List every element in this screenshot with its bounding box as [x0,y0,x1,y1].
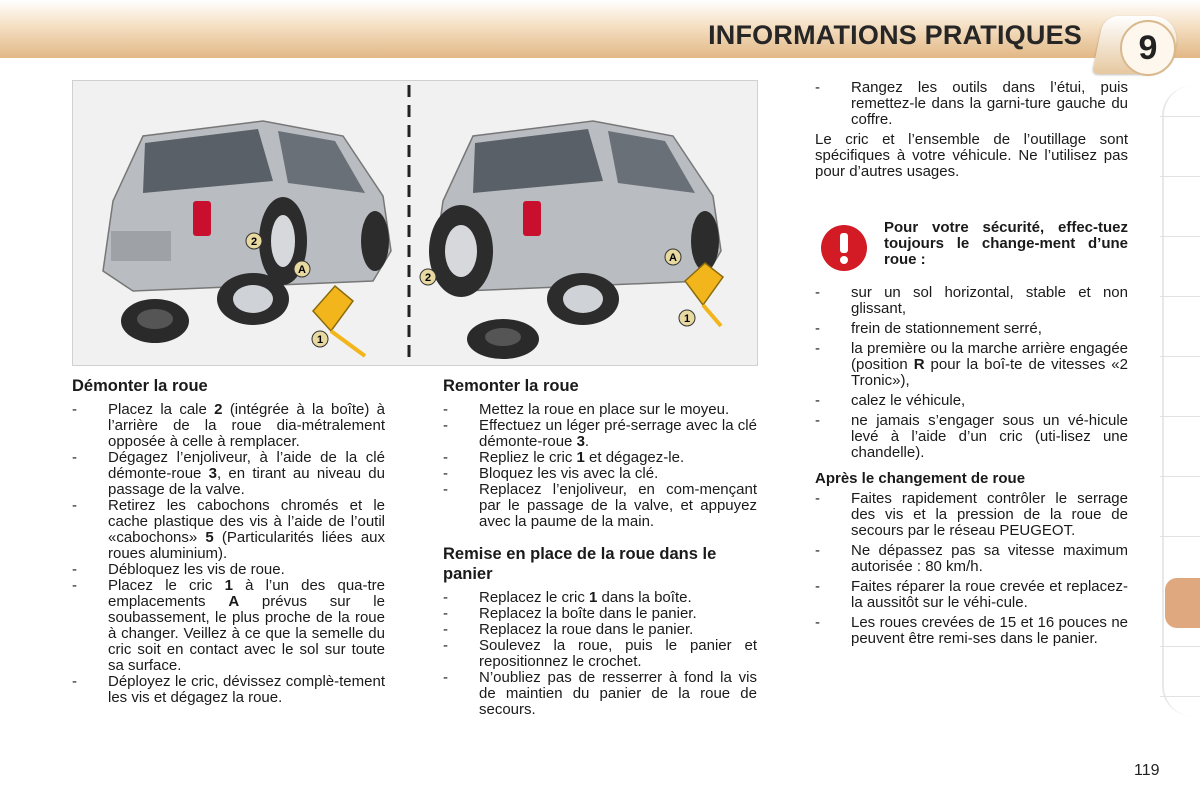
list-item: - Mettez la roue en place sur le moyeu. [443,402,757,418]
list-item: - Débloquez les vis de roue. [72,562,385,578]
list-item: - Repliez le cric 1 et dégagez-le. [443,450,757,466]
remove-wheel-steps [72,402,385,706]
basket-steps [443,590,757,718]
list-item: - Placez la cale 2 (intégrée à la boîte) à l’arrière de la roue dia-métralement opposée à celle à remplacer. [72,402,385,450]
list-item: - frein de stationnement serré, [815,321,1128,337]
list-item: - Ne dépassez pas sa vitesse maximum autorisée : 80 km/h. [815,543,1128,575]
remove-wheel-section [72,376,385,706]
tool-note: Le cric et l’ensemble de l’outillage sont spécifiques à votre véhicule. Ne l’utilisez pas pour d’autres usages. [815,131,1128,180]
section-heading: Remise en place de la roue dans le panier [443,545,717,583]
list-item: - calez le véhicule, [815,393,1128,409]
after-change-steps [815,491,1128,647]
list-item: - Déployez le cric, dévissez complè-tement les vis et dégagez la roue. [72,674,385,706]
list-item: - Soulevez la roue, puis le panier et repositionnez le crochet. [443,638,757,670]
list-item: - Replacez la boîte dans le panier. [443,606,757,622]
list-item: - Effectuez un léger pré-serrage avec la clé démonte-roue 3. [443,418,757,450]
list-item: - N’oubliez pas de resserrer à fond la vis de maintien du panier de la roue de secours. [443,670,757,718]
conditions-section [815,285,1128,651]
callout-label: 1 [316,334,324,346]
list-item: - Rangez les outils dans l’étui, puis remettez-le dans la garni-ture gauche du coffre. [815,80,1128,128]
right-column [815,80,1128,180]
refit-wheel-steps [443,402,757,530]
list-item: - Placez le cric 1 à l’un des qua-tre emplacements A prévus sur le soubassement, le plus proche de la roue à changer. Veillez à ce que la semelle du cric soit en contact avec le sol sur toute sa surface. [72,578,385,674]
wheel-change-illustration [72,80,758,366]
section-heading: Remonter la roue [443,377,579,395]
page-number: 119 [1134,762,1160,779]
warning-text: Pour votre sécurité, effec-tuez toujours le change-ment d’une roue : [884,219,1128,268]
safety-conditions [815,285,1128,461]
list-item: - Replacez l’enjoliveur, en com-mençant par le passage de la valve, et appuyez avec la paume de la main. [443,482,757,530]
callout-label: A [669,252,677,264]
callout-label: 2 [424,272,432,284]
section-title: INFORMATIONS PRATIQUES [708,20,1082,50]
chapter-index-rail [1160,86,1200,726]
section-heading: Démonter la roue [72,377,208,395]
list-item: - Dégagez l’enjoliveur, à l’aide de la clé démonte-roue 3, en tirant au niveau du passage de la valve. [72,450,385,498]
list-item: - Faites réparer la roue crevée et replacez-la aussitôt sur le véhi-cule. [815,579,1128,611]
section-subheading: Après le changement de roue [815,470,1026,487]
warning-icon [820,224,868,272]
list-item: - Retirez les cabochons chromés et le cache plastique des vis à l’aide de l’outil «cabochons» 5 (Particularités liées aux roues aluminium). [72,498,385,562]
list-item: - Bloquez les vis avec la clé. [443,466,757,482]
list-item: - sur un sol horizontal, stable et non glissant, [815,285,1128,317]
list-item: - ne jamais s’engager sous un vé-hicule levé à l’aide d’un cric (uti-lisez une chandelle). [815,413,1128,461]
callout-label: 2 [250,236,258,248]
list-item: - Les roues crevées de 15 et 16 pouces ne peuvent être remi-ses dans le panier. [815,615,1128,647]
list-item: - Faites rapidement contrôler le serrage des vis et la pression de la roue de secours par le réseau PEUGEOT. [815,491,1128,539]
safety-warning [816,220,1128,276]
callout-label: A [298,264,306,276]
list-item: - Replacez la roue dans le panier. [443,622,757,638]
refit-wheel-section [443,376,757,718]
list-item: - Replacez le cric 1 dans la boîte. [443,590,757,606]
list-item: - la première ou la marche arrière engagée (position R pour la boî-te de vitesses «2 Tronic»), [815,341,1128,389]
chapter-tab-active[interactable] [1165,578,1200,628]
car-right-illustration [429,121,723,359]
chapter-number: 9 [1120,20,1176,76]
callout-label: 1 [683,313,691,325]
